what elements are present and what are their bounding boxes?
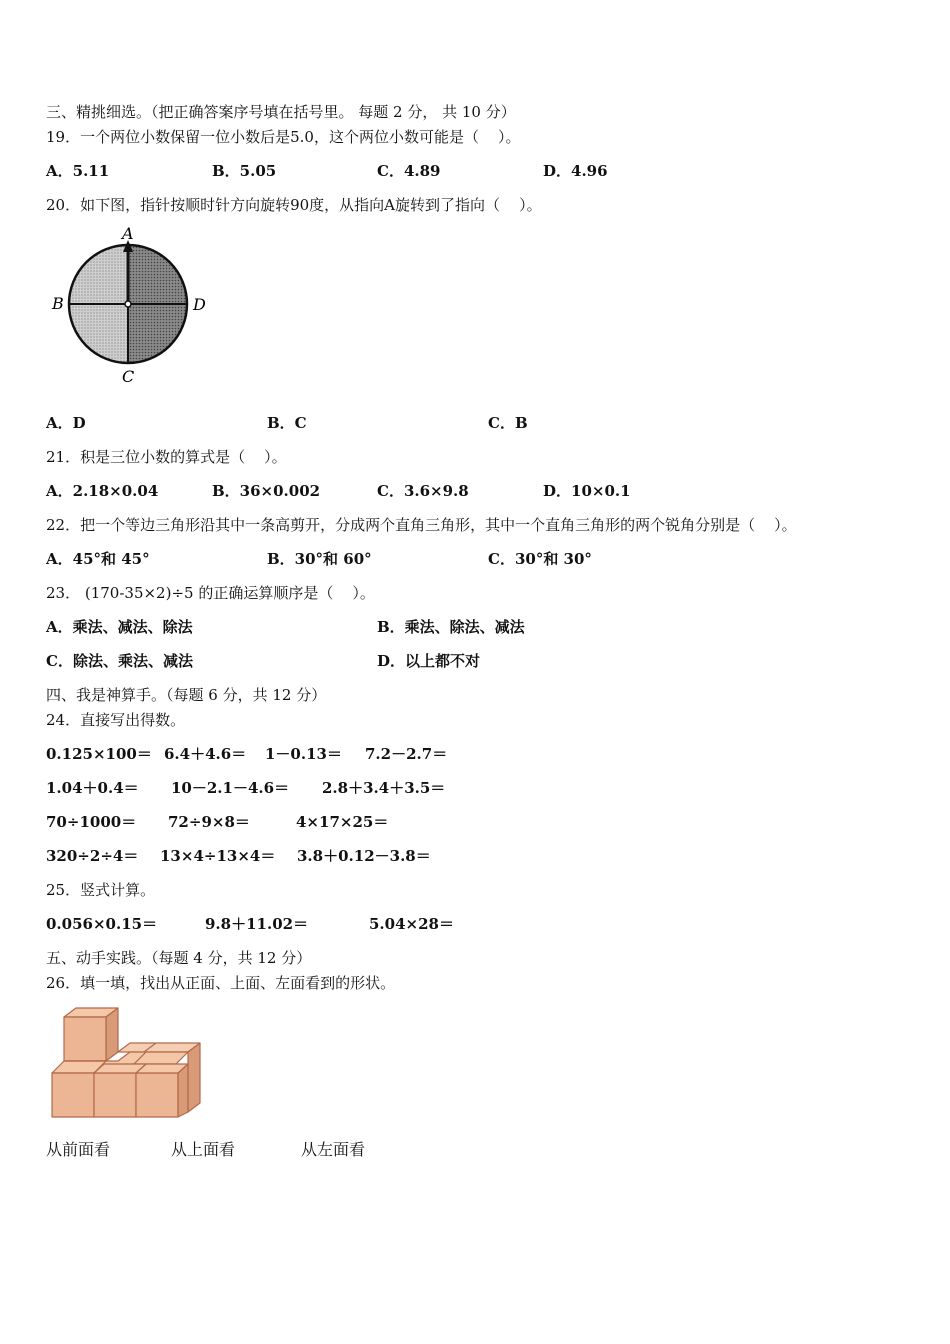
q26-stem: 26．填一填，找出从正面、上面、左面看到的形状。 bbox=[46, 974, 396, 992]
label-top: A bbox=[122, 224, 134, 243]
q23-stem: 23． (170-35×2)÷5 的正确运算顺序是（ ）。 bbox=[46, 584, 375, 602]
q24-item: 3.8＋0.12－3.8＝ bbox=[297, 847, 431, 865]
q21-option-a[interactable]: A．2.18×0.04 bbox=[46, 482, 159, 500]
q19-option-b[interactable]: B．5.05 bbox=[212, 162, 277, 180]
q21-option-b[interactable]: B．36×0.002 bbox=[212, 482, 321, 500]
q23-option-d[interactable]: D．以上都不对 bbox=[377, 652, 481, 670]
cube-stack-figure bbox=[46, 1005, 206, 1123]
q24-item: 1.04＋0.4＝ bbox=[46, 779, 139, 797]
section5-heading: 五、动手实践。（每题 4 分，共 12 分） bbox=[46, 949, 312, 967]
q25-item: 5.04×28＝ bbox=[369, 915, 454, 933]
q19-stem: 19．一个两位小数保留一位小数后是5.0，这个两位小数可能是（ ）。 bbox=[46, 128, 521, 146]
q20-stem: 20．如下图，指针按顺时针方向旋转90度，从指向A旋转到了指向（ ）。 bbox=[46, 196, 542, 214]
q24-item: 70÷1000＝ bbox=[46, 813, 137, 831]
q22-option-c[interactable]: C．30°和 30° bbox=[488, 550, 592, 568]
q23-option-c[interactable]: C．除法、乘法、减法 bbox=[46, 652, 193, 670]
label-left: B bbox=[52, 294, 64, 313]
q24-item: 1－0.13＝ bbox=[265, 745, 342, 763]
q23-option-b[interactable]: B．乘法、除法、减法 bbox=[377, 618, 525, 636]
view-front-label: 从前面看 bbox=[46, 1140, 111, 1159]
cube-front-face bbox=[136, 1073, 178, 1117]
q24-item: 2.8＋3.4＋3.5＝ bbox=[322, 779, 446, 797]
cube-top-face bbox=[94, 1064, 146, 1073]
q19-option-c[interactable]: C．4.89 bbox=[377, 162, 441, 180]
q22-option-a[interactable]: A．45°和 45° bbox=[46, 550, 150, 568]
pointer-pivot bbox=[125, 301, 131, 307]
q20-option-a[interactable]: A．D bbox=[46, 414, 86, 432]
q20-option-c[interactable]: C．B bbox=[488, 414, 528, 432]
q24-stem: 24．直接写出得数。 bbox=[46, 711, 186, 729]
q21-option-d[interactable]: D．10×0.1 bbox=[543, 482, 631, 500]
q25-item: 0.056×0.15＝ bbox=[46, 915, 158, 933]
cube-top-face bbox=[118, 1043, 200, 1052]
cube-side-face bbox=[188, 1043, 200, 1112]
q20-option-b[interactable]: B．C bbox=[267, 414, 307, 432]
q19-option-a[interactable]: A．5.11 bbox=[46, 162, 110, 180]
cube-front-face bbox=[94, 1073, 136, 1117]
compass-dial-figure bbox=[48, 222, 218, 390]
section4-heading: 四、我是神算手。（每题 6 分，共 12 分） bbox=[46, 686, 327, 704]
q24-item: 10－2.1－4.6＝ bbox=[171, 779, 290, 797]
q22-stem: 22．把一个等边三角形沿其中一条高剪开，分成两个直角三角形，其中一个直角三角形的两个锐角分别是（ ）。 bbox=[46, 516, 797, 534]
cube-front-face bbox=[52, 1073, 94, 1117]
q25-item: 9.8＋11.02＝ bbox=[205, 915, 309, 933]
q24-item: 4×17×25＝ bbox=[296, 813, 389, 831]
q21-option-c[interactable]: C．3.6×9.8 bbox=[377, 482, 469, 500]
q24-item: 320÷2÷4＝ bbox=[46, 847, 139, 865]
q21-stem: 21．积是三位小数的算式是（ ）。 bbox=[46, 448, 287, 466]
cube-side-face bbox=[106, 1008, 118, 1061]
q24-item: 0.125×100＝ bbox=[46, 745, 152, 763]
view-top-label: 从上面看 bbox=[171, 1140, 236, 1159]
q19-option-d[interactable]: D．4.96 bbox=[543, 162, 608, 180]
q24-item: 72÷9×8＝ bbox=[168, 813, 250, 831]
cube-front-face bbox=[64, 1017, 106, 1061]
q24-item: 7.2－2.7＝ bbox=[365, 745, 448, 763]
section3-heading: 三、精挑细选。（把正确答案序号填在括号里。 每题 2 分， 共 10 分） bbox=[46, 103, 516, 121]
view-left-label: 从左面看 bbox=[301, 1140, 366, 1159]
q24-item: 13×4÷13×4＝ bbox=[160, 847, 276, 865]
label-right: D bbox=[193, 295, 206, 314]
label-bottom: C bbox=[122, 367, 135, 386]
q24-item: 6.4＋4.6＝ bbox=[164, 745, 247, 763]
q23-option-a[interactable]: A．乘法、减法、除法 bbox=[46, 618, 193, 636]
q25-stem: 25．竖式计算。 bbox=[46, 881, 156, 899]
q22-option-b[interactable]: B．30°和 60° bbox=[267, 550, 372, 568]
